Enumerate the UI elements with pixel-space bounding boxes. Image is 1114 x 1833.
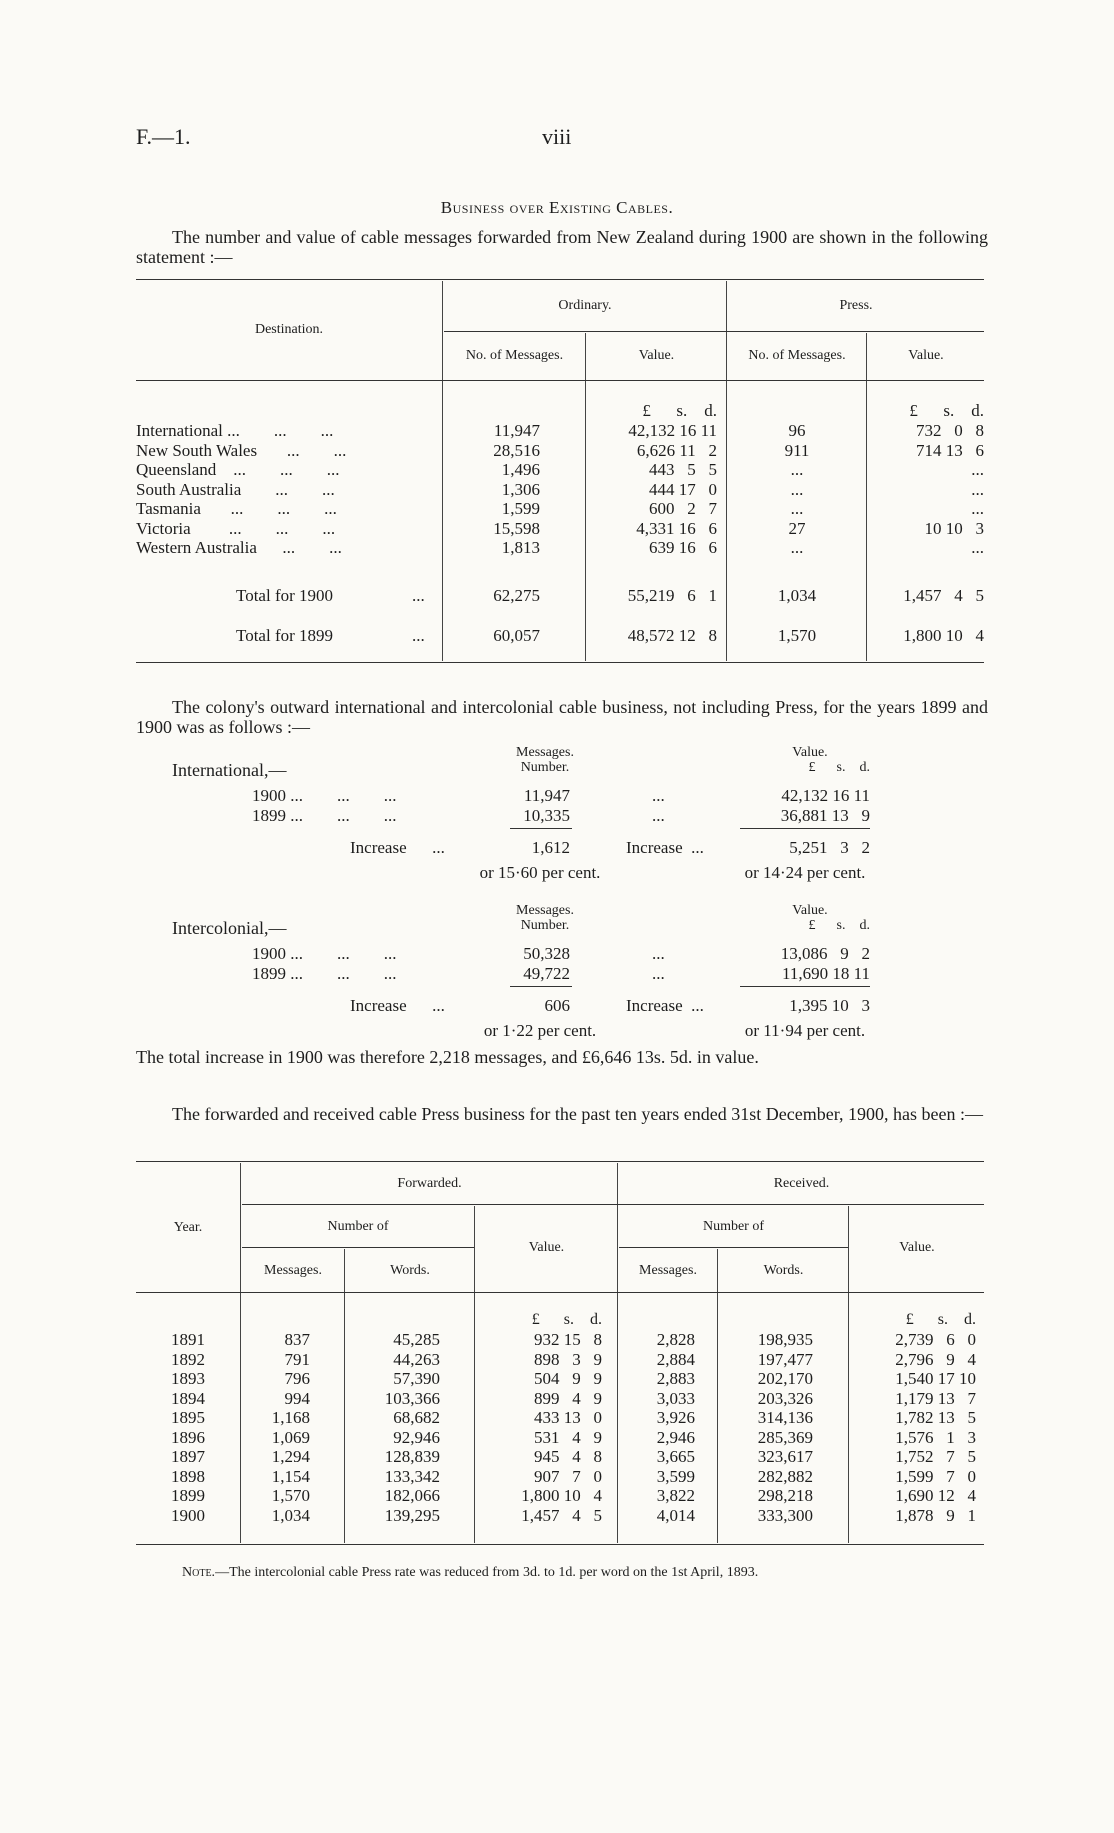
t2-row-r-value: 1,782 13 5 <box>895 1408 976 1427</box>
t1-row-destination: Queensland ... ... ... <box>136 460 340 479</box>
para3: The forwarded and received cable Press business for the past ten years ended 31st December, 1900, has been :— <box>172 1104 983 1124</box>
t1-ordinary-header: Ordinary. <box>558 298 612 313</box>
t2-row-year: 1894 <box>171 1388 205 1408</box>
t1-row-press-messages: ... <box>790 538 804 557</box>
t1-row-destination: South Australia ... ... <box>136 479 335 499</box>
t1-row-press-value: ... <box>971 538 984 557</box>
intro-paragraph: The number and value of cable messages forwarded from New Zealand during 1900 are shown in the following statement :— <box>136 227 988 267</box>
t1-row-ord-value: 443 5 5 <box>649 460 717 479</box>
international-row-value: 36,881 13 9 <box>780 806 870 825</box>
t2-row-year: 1891 <box>171 1330 205 1349</box>
t2-row-f-messages: 796 <box>284 1369 310 1388</box>
t1-row-destination: Tasmania ... ... ... <box>136 499 337 518</box>
t2-row-f-messages: 1,154 <box>271 1466 310 1486</box>
t2-row-r-messages: 2,946 <box>656 1427 695 1447</box>
t2-row-r-words: 333,300 <box>757 1505 813 1525</box>
t1-row-destination: New South Wales ... ... <box>136 440 347 460</box>
t2-row-f-messages: 837 <box>284 1330 310 1349</box>
intercolonial-row-number: 49,722 <box>523 964 570 983</box>
intercolonial-row-year: 1899 ... ... ... <box>252 964 397 983</box>
t1-row-ord-messages: 1,306 <box>501 479 540 499</box>
t2-r-units: £ s. d. <box>905 1311 976 1328</box>
t2-row-f-messages: 1,034 <box>271 1505 310 1525</box>
page-number: viii <box>542 124 572 149</box>
t2-row-f-value: 932 15 8 <box>534 1330 602 1349</box>
t2-row-f-words: 68,682 <box>393 1408 440 1427</box>
t2-row-f-messages: 1,294 <box>271 1447 310 1466</box>
ic-val-head1: Value. <box>792 903 828 918</box>
t1-destination-header: Destination. <box>254 322 324 337</box>
t2-row-f-messages: 1,570 <box>271 1486 310 1505</box>
t2-forwarded-header: Forwarded. <box>397 1176 462 1191</box>
t1-total-ord-messages: 62,275 <box>493 586 540 605</box>
international-percent-number: or 15·60 per cent. <box>479 863 601 882</box>
international-row-year: 1899 ... ... ... <box>252 806 397 825</box>
t2-row-r-value: 1,878 9 1 <box>895 1505 976 1525</box>
intercolonial-label: Intercolonial,— <box>172 918 287 938</box>
t2-year-header: Year. <box>173 1220 203 1235</box>
t1-row-press-messages: ... <box>790 460 804 479</box>
intercolonial-row-dots: ... <box>652 964 665 983</box>
ic-msg-head1: Messages. <box>516 903 574 918</box>
t1-row-press-messages: 27 <box>788 518 806 538</box>
total-increase-line: The total increase in 1900 was therefore 2,218 messages, and £6,646 13s. 5d. in value. <box>136 1047 759 1067</box>
international-percent-value: or 14·24 per cent. <box>744 863 866 882</box>
t2-row-f-value: 899 4 9 <box>534 1388 602 1408</box>
t2-row-r-messages: 3,033 <box>656 1388 695 1408</box>
t2-row-r-value: 1,690 12 4 <box>895 1486 976 1505</box>
t2-row-f-words: 128,839 <box>384 1447 440 1466</box>
intercolonial-row-value: 13,086 9 2 <box>780 944 870 963</box>
t2-row-f-messages: 791 <box>284 1349 310 1369</box>
t2-row-r-value: 2,796 9 4 <box>895 1349 976 1369</box>
t1-row-ord-value: 4,331 16 6 <box>636 518 717 538</box>
t2-row-r-value: 1,752 7 5 <box>895 1447 976 1466</box>
t2-row-f-words: 57,390 <box>393 1369 440 1388</box>
t2-row-r-messages: 2,884 <box>656 1349 695 1369</box>
t2-row-r-words: 285,369 <box>757 1427 813 1447</box>
international-row-year: 1900 ... ... ... <box>252 786 397 805</box>
intl-val-head2: £ s. d. <box>808 760 870 775</box>
t2-row-year: 1893 <box>171 1369 205 1388</box>
t2-f-numberof-header: Number of <box>327 1219 389 1234</box>
t2-row-f-words: 139,295 <box>384 1505 440 1525</box>
t2-r-messages-header: Messages. <box>639 1263 697 1278</box>
intl-msg-head1: Messages. <box>516 745 574 760</box>
t1-row-ord-messages: 1,599 <box>501 499 540 518</box>
t2-row-r-messages: 3,822 <box>656 1486 695 1505</box>
t2-row-f-messages: 1,168 <box>271 1408 310 1427</box>
international-increase-value: 5,251 3 2 <box>789 838 870 857</box>
t2-row-r-words: 314,136 <box>757 1408 813 1427</box>
t2-row-f-value: 945 4 8 <box>534 1447 602 1466</box>
t2-row-r-messages: 2,883 <box>656 1369 695 1388</box>
t1-row-destination: Western Australia ... ... <box>136 538 342 557</box>
t1-row-ord-messages: 11,947 <box>493 421 540 440</box>
international-label: International,— <box>172 760 287 780</box>
t1-row-press-value: 10 10 3 <box>924 518 984 538</box>
t2-row-r-words: 203,326 <box>757 1388 813 1408</box>
international-row-value: 42,132 16 11 <box>781 786 870 805</box>
t2-row-r-messages: 3,926 <box>656 1408 695 1427</box>
para2: The colony's outward international and intercolonial cable business, not including Press, for the years 1899 and 1900 was as follows :— <box>136 697 988 737</box>
t2-row-r-value: 1,599 7 0 <box>895 1466 976 1486</box>
t1-row-ord-value: 600 2 7 <box>649 499 717 518</box>
t1-total-press-value: 1,800 10 4 <box>903 626 984 645</box>
t1-ord-units: £ s. d. <box>642 401 717 420</box>
t1-row-ord-value: 444 17 0 <box>649 479 717 499</box>
t2-row-f-words: 44,263 <box>393 1349 440 1369</box>
t2-f-units: £ s. d. <box>531 1311 602 1328</box>
international-row-number: 10,335 <box>523 806 570 825</box>
intercolonial-increase-number: 606 <box>544 996 570 1015</box>
intercolonial-percent-value: or 11·94 per cent. <box>744 1021 866 1040</box>
t1-total-label: Total for 1900 <box>236 586 334 605</box>
t2-row-r-words: 298,218 <box>757 1486 813 1505</box>
intercolonial-increase-label: Increase ... <box>350 996 445 1015</box>
international-row-number: 11,947 <box>523 786 570 805</box>
t1-row-press-messages: ... <box>790 499 804 518</box>
t2-row-year: 1900 <box>171 1505 205 1525</box>
t2-row-f-value: 531 4 9 <box>534 1427 602 1447</box>
t1-row-press-messages: 911 <box>784 440 810 460</box>
t1-ord-value-header: Value. <box>638 348 675 363</box>
t2-row-year: 1899 <box>171 1486 205 1505</box>
t1-total-dots: ... <box>412 586 425 605</box>
ic-val-head2: £ s. d. <box>808 918 870 933</box>
intercolonial-increase-value: 1,395 10 3 <box>789 996 870 1015</box>
t1-row-destination: Victoria ... ... ... <box>136 518 336 538</box>
t2-row-f-value: 1,457 4 5 <box>521 1505 602 1525</box>
t1-total-press-value: 1,457 4 5 <box>903 586 984 605</box>
t1-total-ord-value: 48,572 12 8 <box>627 626 717 645</box>
page-ref: F.—1. <box>136 124 191 149</box>
t2-row-year: 1896 <box>171 1427 205 1447</box>
t2-row-f-words: 182,066 <box>384 1486 440 1505</box>
t1-row-press-messages: 96 <box>788 421 806 440</box>
t1-press-value-header: Value. <box>908 348 944 363</box>
t2-row-year: 1898 <box>171 1466 205 1486</box>
t2-row-f-words: 103,366 <box>384 1388 440 1408</box>
t1-row-press-value: 732 0 8 <box>916 421 984 440</box>
international-row-dots: ... <box>652 786 665 805</box>
t2-row-year: 1897 <box>171 1447 205 1466</box>
t2-row-f-messages: 1,069 <box>271 1427 310 1447</box>
international-row-dots: ... <box>652 806 665 825</box>
t1-row-ord-messages: 15,598 <box>493 518 540 538</box>
intl-msg-head2: Number. <box>520 760 570 775</box>
t2-row-r-value: 1,179 13 7 <box>895 1388 976 1408</box>
intercolonial-row-year: 1900 ... ... ... <box>252 944 397 963</box>
intercolonial-increase-label-value: Increase ... <box>626 996 704 1015</box>
t1-total-ord-value: 55,219 6 1 <box>627 586 717 605</box>
t2-row-r-messages: 2,828 <box>656 1330 695 1349</box>
t1-total-ord-messages: 60,057 <box>493 626 540 645</box>
t1-row-destination: International ... ... ... <box>136 421 334 440</box>
t1-press-units: £ s. d. <box>909 401 984 420</box>
t2-row-r-messages: 3,599 <box>656 1466 695 1486</box>
t1-row-ord-messages: 1,813 <box>501 538 540 557</box>
t2-r-value-header: Value. <box>899 1240 935 1255</box>
t2-received-header: Received. <box>773 1176 830 1191</box>
t2-row-year: 1895 <box>171 1408 205 1427</box>
ic-msg-head2: Number. <box>520 918 570 933</box>
t2-f-messages-header: Messages. <box>264 1263 322 1278</box>
t2-row-r-value: 2,739 6 0 <box>895 1330 976 1349</box>
t2-row-f-value: 1,800 10 4 <box>521 1486 602 1505</box>
intercolonial-row-dots: ... <box>652 944 665 963</box>
t2-f-words-header: Words. <box>390 1263 430 1278</box>
t1-row-press-value: ... <box>971 499 984 518</box>
intercolonial-percent-number: or 1·22 per cent. <box>483 1021 597 1040</box>
t2-row-f-value: 504 9 9 <box>534 1369 602 1388</box>
t2-row-r-messages: 3,665 <box>656 1447 695 1466</box>
t2-row-r-value: 1,576 1 3 <box>895 1427 976 1447</box>
t1-total-dots: ... <box>412 626 425 645</box>
t1-row-ord-messages: 28,516 <box>493 440 540 460</box>
t1-press-no-header: No. of Messages. <box>748 348 846 363</box>
international-increase-number: 1,612 <box>531 838 570 857</box>
intercolonial-row-number: 50,328 <box>523 944 570 963</box>
t1-row-press-value: ... <box>971 479 984 499</box>
t2-row-f-messages: 994 <box>284 1388 310 1408</box>
t2-r-words-header: Words. <box>763 1263 804 1278</box>
section-title: Business over Existing Cables. <box>440 198 674 217</box>
t2-row-r-value: 1,540 17 10 <box>895 1369 976 1388</box>
t2-row-year: 1892 <box>171 1349 205 1369</box>
t1-total-press-messages: 1,034 <box>777 586 817 605</box>
t2-row-f-value: 907 7 0 <box>534 1466 602 1486</box>
t2-row-f-value: 433 13 0 <box>534 1408 602 1427</box>
t1-row-ord-value: 42,132 16 11 <box>628 421 717 440</box>
t2-r-numberof-header: Number of <box>702 1219 765 1234</box>
t2-row-r-messages: 4,014 <box>656 1505 695 1525</box>
t1-ord-no-header: No. of Messages. <box>465 348 564 363</box>
t2-row-f-value: 898 3 9 <box>534 1349 602 1369</box>
t2-row-r-words: 323,617 <box>757 1447 813 1466</box>
t2-row-f-words: 45,285 <box>393 1330 440 1349</box>
t2-row-r-words: 197,477 <box>757 1349 813 1369</box>
t1-row-ord-messages: 1,496 <box>501 460 540 479</box>
t1-row-ord-value: 639 16 6 <box>649 538 717 557</box>
t1-row-press-value: ... <box>971 460 984 479</box>
t1-total-label: Total for 1899 <box>236 626 334 645</box>
footnote: Note.—The intercolonial cable Press rate was reduced from 3d. to 1d. per word on the 1st April, 1893. <box>182 1565 759 1580</box>
t2-row-f-words: 133,342 <box>384 1466 440 1486</box>
t2-row-r-words: 198,935 <box>757 1330 813 1349</box>
international-increase-label: Increase ... <box>350 838 445 857</box>
t1-press-header: Press. <box>839 298 873 313</box>
international-increase-label-value: Increase ... <box>626 838 704 857</box>
t1-row-press-messages: ... <box>790 479 804 499</box>
intl-val-head1: Value. <box>792 745 828 760</box>
t1-total-press-messages: 1,570 <box>777 626 817 645</box>
intercolonial-row-value: 11,690 18 11 <box>782 964 870 983</box>
t2-f-value-header: Value. <box>528 1240 565 1255</box>
t2-row-r-words: 282,882 <box>757 1466 813 1486</box>
t1-row-press-value: 714 13 6 <box>916 440 984 460</box>
t1-row-ord-value: 6,626 11 2 <box>636 440 717 460</box>
t2-row-f-words: 92,946 <box>393 1427 440 1447</box>
t2-row-r-words: 202,170 <box>757 1369 813 1388</box>
